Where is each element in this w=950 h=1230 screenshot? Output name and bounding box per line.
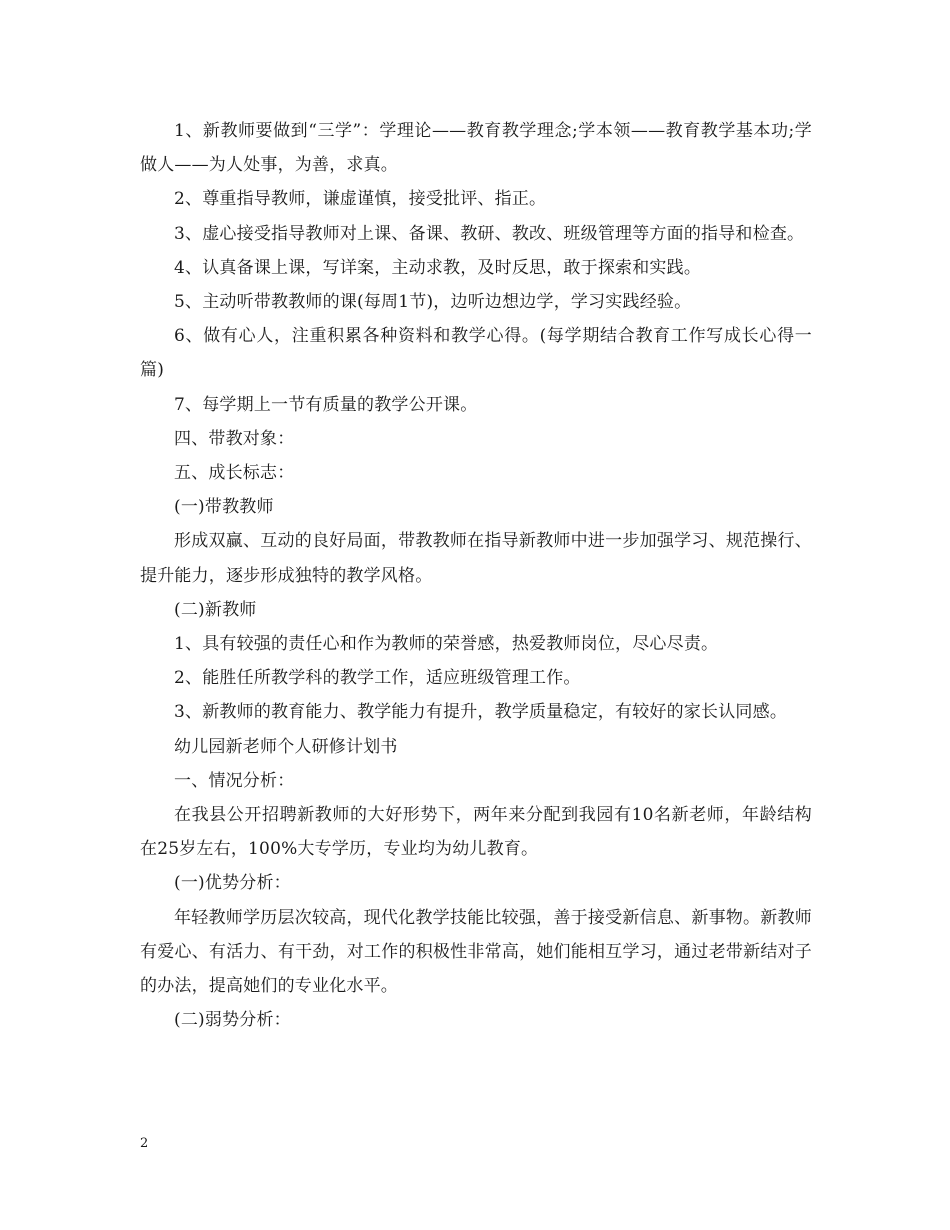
subheading-mentor-teachers: (一)带教教师 bbox=[174, 497, 274, 518]
paragraph-6: 6、做有心人，注重积累各种资料和教学心得。(每学期结合教育工作写成长心得一篇) bbox=[140, 326, 812, 381]
document-body bbox=[140, 114, 812, 1037]
paragraph-strengths: 年轻教师学历层次较高，现代化教学技能比较强，善于接受新信息、新事物。新教师有爱心、有活力、有干劲，对工作的积极性非常高，她们能相互学习，通过老带新结对子的办法，提高她们的专业化水平。 bbox=[140, 907, 812, 997]
section-heading-growth-markers: 五、成长标志： bbox=[174, 463, 295, 484]
document-section-title: 幼儿园新老师个人研修计划书 bbox=[174, 736, 398, 757]
subheading-new-teachers: (二)新教师 bbox=[174, 599, 257, 620]
paragraph-2: 2、尊重指导教师，谦虚谨慎，接受批评、指正。 bbox=[174, 189, 547, 210]
section-heading-mentoring-targets: 四、带教对象： bbox=[174, 428, 295, 449]
paragraph-new-teacher-2: 2、能胜任所教学科的教学工作，适应班级管理工作。 bbox=[174, 668, 581, 689]
page-number: 2 bbox=[140, 1136, 149, 1151]
paragraph-1: 1、新教师要做到“三学”：学理论——教育教学理念;学本领——教育教学基本功;学做人——为人处事，为善，求真。 bbox=[140, 121, 812, 176]
paragraph-mentor-outcome: 形成双赢、互动的良好局面，带教教师在指导新教师中进一步加强学习、规范操行、提升能力，逐步形成独特的教学风格。 bbox=[140, 531, 812, 586]
paragraph-7: 7、每学期上一节有质量的教学公开课。 bbox=[174, 394, 478, 415]
section-heading-situation-analysis: 一、情况分析： bbox=[174, 770, 295, 791]
paragraph-5: 5、主动听带教教师的课(每周1节)，边听边想边学，学习实践经验。 bbox=[174, 292, 692, 313]
paragraph-new-teacher-1: 1、具有较强的责任心和作为教师的荣誉感，热爱教师岗位，尽心尽责。 bbox=[174, 634, 719, 655]
paragraph-3: 3、虚心接受指导教师对上课、备课、教研、教改、班级管理等方面的指导和检查。 bbox=[174, 223, 805, 244]
paragraph-situation: 在我县公开招聘新教师的大好形势下，两年来分配到我园有10名新老师，年龄结构在25岁左右，100%大专学历，专业均为幼儿教育。 bbox=[140, 805, 812, 860]
paragraph-4: 4、认真备课上课，写详案，主动求教，及时反思，敢于探索和实践。 bbox=[174, 257, 702, 278]
subheading-strengths: (一)优势分析： bbox=[174, 873, 291, 894]
paragraph-new-teacher-3: 3、新教师的教育能力、教学能力有提升，教学质量稳定，有较好的家长认同感。 bbox=[174, 702, 788, 723]
subheading-weaknesses: (二)弱势分析： bbox=[174, 1010, 291, 1031]
